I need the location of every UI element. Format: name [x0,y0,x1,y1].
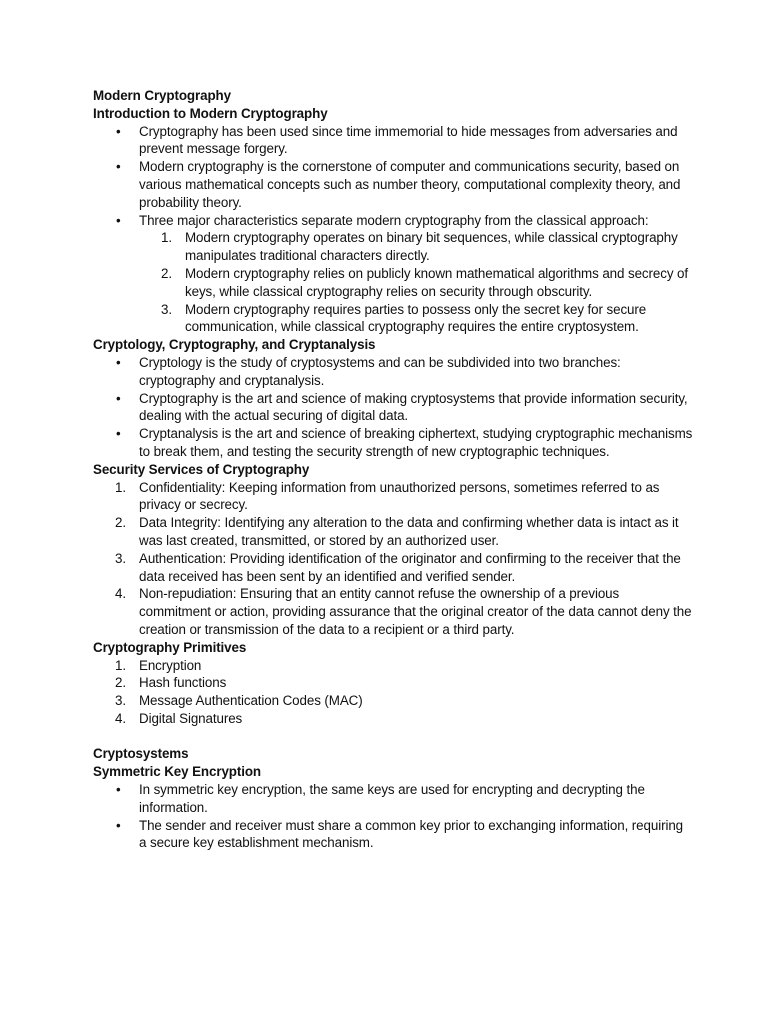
list-item-text: Modern cryptography relies on publicly known mathematical algorithms and secrecy of keys, while classical cryptography relies on security through obscurity. [185,265,689,299]
intro-bullet-list [93,123,693,337]
list-item [93,585,693,638]
bullet-marker: • [116,390,121,406]
list-item-text: Data Integrity: Identifying any alteration to the data and confirming whether data is intact as it was last created, transmitted, or stored by an authorized user. [139,515,679,548]
list-item [93,425,693,461]
number-marker: 1. [115,657,126,673]
number-marker: 1. [161,230,172,246]
section-heading-cryptology: Cryptology, Cryptography, and Cryptanalysis [93,337,376,353]
list-item-text: The sender and receiver must share a common key prior to exchanging information, requiring a secure key establishment mechanism. [139,817,684,851]
document-page [93,87,693,852]
number-marker: 3. [161,301,172,317]
list-item-text: Cryptography is the art and science of making cryptosystems that provide information security, dealing with the actual securing of digital data. [139,390,688,424]
list-item-text: Hash functions [139,675,227,691]
characteristics-list [139,229,693,336]
list-item [93,123,693,159]
number-marker: 2. [115,675,126,691]
list-item-text: Digital Signatures [139,710,243,726]
number-marker: 2. [115,515,126,531]
list-item [93,817,693,853]
number-marker: 4. [115,710,126,726]
primitives-list [93,657,693,728]
bullet-marker: • [116,159,121,175]
list-item [139,301,693,337]
section-heading-primitives: Cryptography Primitives [93,639,247,655]
list-item-text: Message Authentication Codes (MAC) [139,693,363,709]
list-item [93,390,693,426]
list-item [93,550,693,586]
number-marker: 4. [115,586,126,602]
services-list [93,479,693,639]
list-item [93,710,693,728]
number-marker: 3. [115,550,126,566]
list-item-text: Cryptography has been used since time immemorial to hide messages from adversaries and prevent message forgery. [139,123,678,157]
list-item [93,212,693,337]
list-item [139,229,693,265]
list-item-text: Three major characteristics separate modern cryptography from the classical approach: [139,212,649,228]
number-marker: 3. [115,693,126,709]
bullet-marker: • [116,782,121,798]
symmetric-bullet-list [93,781,693,852]
section-heading-services: Security Services of Cryptography [93,461,310,477]
list-item-text: In symmetric key encryption, the same keys are used for encrypting and decrypting the information. [139,782,645,815]
list-item-text: Cryptanalysis is the art and science of breaking ciphertext, studying cryptographic mechanisms to break them, and testing the security strength of new cryptographic techniques. [139,426,693,459]
document-title: Modern Cryptography [93,88,231,103]
paragraph-spacer [93,728,693,746]
number-marker: 1. [115,479,126,495]
bullet-marker: • [116,426,121,442]
section-heading-intro: Introduction to Modern Cryptography [93,105,328,121]
bullet-marker: • [116,354,121,370]
list-item-text: Cryptology is the study of cryptosystems and can be subdivided into two branches: cryptography and cryptanalysis. [139,354,621,388]
section-heading-symmetric: Symmetric Key Encryption [93,764,262,780]
list-item [93,781,693,817]
list-item [93,674,693,692]
section-heading-cryptosystems: Cryptosystems [93,746,189,762]
cryptology-bullet-list [93,354,693,461]
bullet-marker: • [116,817,121,833]
list-item-text: Modern cryptography operates on binary bit sequences, while classical cryptography manipulates traditional characters directly. [185,230,678,264]
list-item-text: Encryption [139,657,202,673]
list-item-text: Modern cryptography is the cornerstone of computer and communications security, based on various mathematical concepts such as number theory, computational complexity theory, and probability theory. [139,159,681,210]
number-marker: 2. [161,265,172,281]
list-item [93,158,693,211]
list-item [93,479,693,515]
list-item-text: Authentication: Providing identification of the originator and confirming to the receiver that the data received has been sent by an identified and verified sender. [139,550,681,584]
list-item [93,514,693,550]
bullet-marker: • [116,123,121,139]
list-item [93,657,693,675]
list-item [93,692,693,710]
list-item-text: Modern cryptography requires parties to possess only the secret key for secure communication, while classical cryptography requires the entire cryptosystem. [185,301,647,335]
list-item [139,265,693,301]
list-item-text: Non-repudiation: Ensuring that an entity cannot refuse the ownership of a previous commitment or action, providing assurance that the original creator of the data cannot deny the creation or transmission of the data to a recipient or a third party. [139,586,692,637]
list-item-text: Confidentiality: Keeping information from unauthorized persons, sometimes referred to as privacy or secrecy. [139,479,660,513]
bullet-marker: • [116,212,121,228]
list-item [93,354,693,390]
